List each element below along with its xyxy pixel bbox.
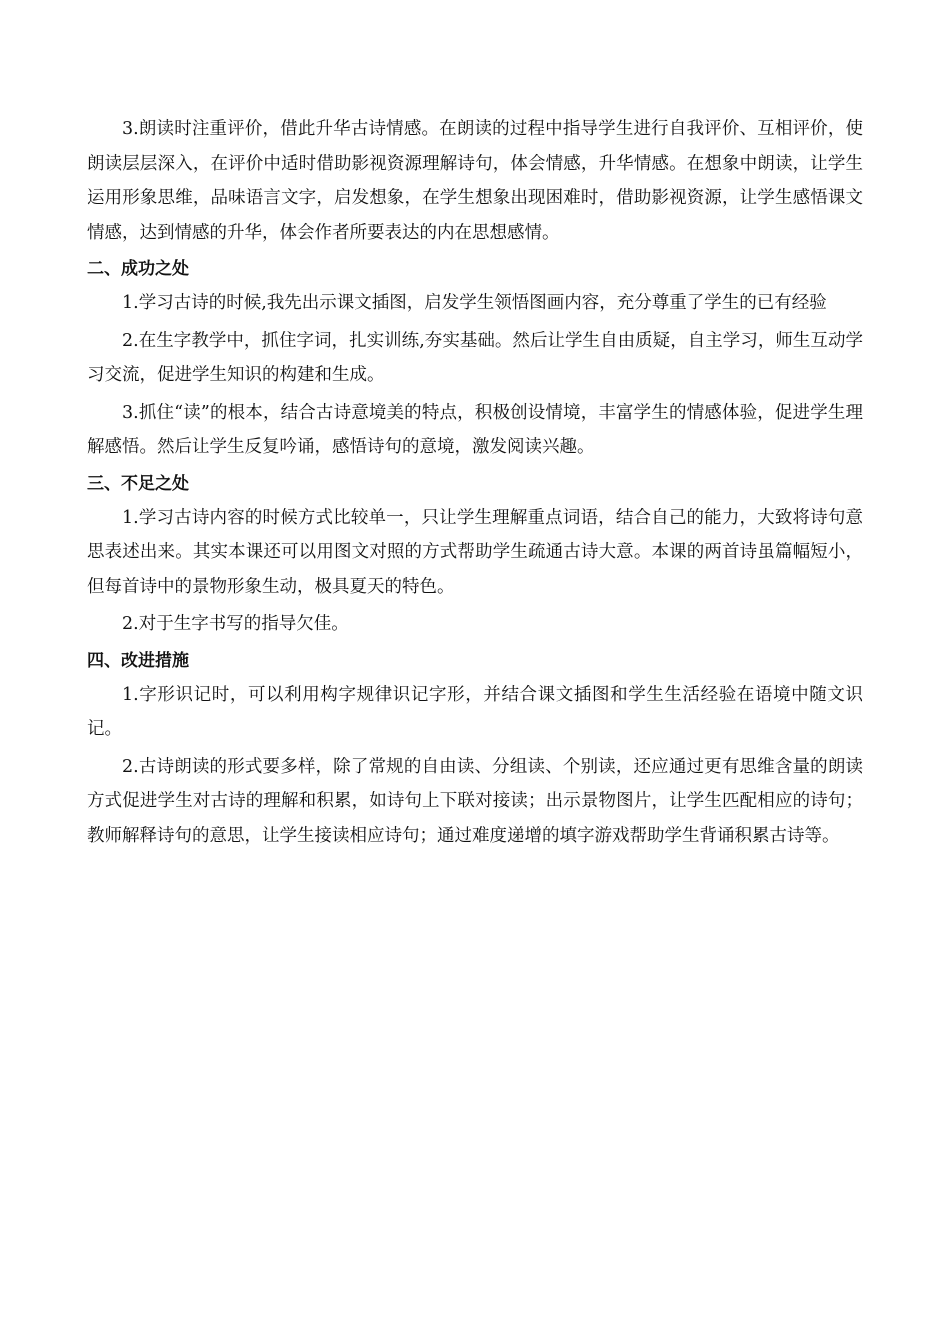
section-shortcomings: [87, 468, 863, 642]
paragraph: 3.抓住“读”的根本，结合古诗意境美的特点，积极创设情境，丰富学生的情感体验，促进学生理解感悟。然后让学生反复吟诵，感悟诗句的意境，激发阅读兴趣。: [87, 402, 863, 457]
section-heading: 四、改进措施: [87, 650, 189, 671]
section-heading: 二、成功之处: [87, 259, 189, 279]
section-successes: [87, 253, 863, 465]
document-page: [87, 112, 863, 856]
section-reading-evaluation: [87, 112, 863, 250]
paragraph: 2.古诗朗读的形式要多样，除了常规的自由读、分组读、个别读，还应通过更有思维含量的朗读方式促进学生对古诗的理解和积累，如诗句上下联对接读；出示景物图片，让学生匹配相应的诗句；教师解释诗句的意思，让学生接读相应诗句；通过难度递增的填字游戏帮助学生背诵积累古诗等。: [87, 756, 863, 846]
paragraph: 1.学习古诗的时候,我先出示课文插图，启发学生领悟图画内容，充分尊重了学生的已有经验: [122, 293, 827, 313]
paragraph: 2.在生字教学中，抓住字词，扎实训练,夯实基础。然后让学生自由质疑，自主学习，师生互动学习交流，促进学生知识的构建和生成。: [87, 330, 863, 385]
section-improvements: [87, 645, 863, 854]
paragraph: 2.对于生字书写的指导欠佳。: [122, 614, 349, 634]
paragraph: 1.字形识记时，可以利用构字规律识记字形，并结合课文插图和学生生活经验在语境中随文识记。: [87, 684, 863, 739]
section-heading: 三、不足之处: [87, 473, 189, 494]
paragraph: 1.学习古诗内容的时候方式比较单一，只让学生理解重点词语，结合自己的能力，大致将诗句意思表述出来。其实本课还可以用图文对照的方式帮助学生疏通古诗大意。本课的两首诗虽篇幅短小，但每首诗中的景物形象生动，极具夏天的特色。: [87, 507, 863, 597]
paragraph: 3.朗读时注重评价，借此升华古诗情感。在朗读的过程中指导学生进行自我评价、互相评价，使朗读层层深入，在评价中适时借助影视资源理解诗句，体会情感，升华情感。在想象中朗读，让学生运用形象思维，品味语言文字，启发想象，在学生想象出现困难时，借助影视资源，让学生感悟课文情感，达到情感的升华，体会作者所要表达的内在思想感情。: [87, 119, 863, 243]
